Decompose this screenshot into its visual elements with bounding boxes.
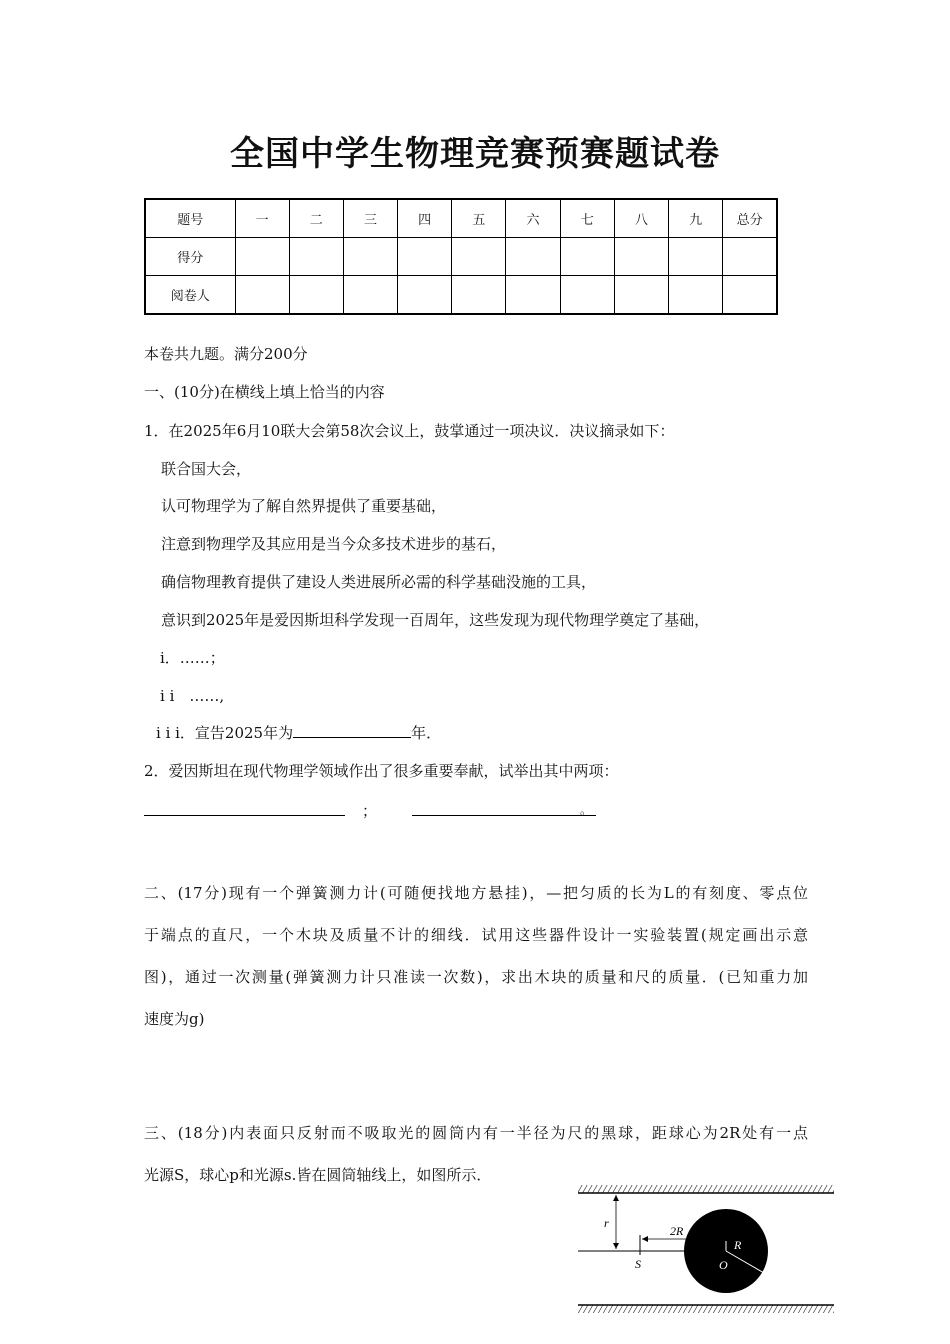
score-cell[interactable] — [289, 238, 343, 276]
score-cell[interactable] — [723, 276, 777, 315]
score-cell[interactable] — [343, 276, 397, 315]
q1-heading: 一、(10分)在横线上填上恰当的内容 — [144, 383, 385, 401]
arrowhead-icon — [642, 1236, 648, 1242]
roman-item-iii-suffix: 年． — [411, 724, 442, 742]
score-header-cell: 九 — [669, 199, 723, 238]
q2-line: 图)，通过一次测量(弹簧测力计只准读一次数)，求出木块的质量和尺的质量．(已知重力加 — [144, 968, 808, 986]
q3-line: 三、(18分)内表面只反射而不吸取光的圆筒内有一半径为尺的黑球，距球心为2R处有一点 — [144, 1124, 808, 1142]
q2-line: 二、(17分)现有一个弹簧测力计(可随便找地方悬挂)，—把匀质的长为L的有刻度、零点位 — [144, 884, 808, 902]
score-table — [144, 198, 778, 315]
resolution-line: 认可物理学为了解自然界提供了重要基础， — [161, 497, 447, 515]
score-header-cell: 六 — [506, 199, 560, 238]
contribution-blank-1[interactable] — [144, 815, 345, 816]
score-header-row — [145, 199, 777, 238]
score-cell[interactable] — [235, 238, 289, 276]
label-o: O — [719, 1258, 728, 1272]
label-2r: 2R — [670, 1224, 684, 1238]
score-header-cell: 二 — [289, 199, 343, 238]
score-cell[interactable] — [614, 276, 668, 315]
year-answer-blank[interactable] — [293, 723, 411, 738]
page-title: 全国中学生物理竞赛预赛题试卷 — [230, 134, 720, 174]
score-header-cell: 八 — [614, 199, 668, 238]
score-cell[interactable] — [669, 238, 723, 276]
roman-item-i: i．……； — [160, 649, 225, 667]
score-header-cell: 题号 — [145, 199, 235, 238]
intro-text: 本卷共九题。满分200分 — [144, 345, 308, 363]
score-cell[interactable] — [235, 276, 289, 315]
resolution-line: 注意到物理学及其应用是当今众多技术进步的基石， — [161, 535, 507, 553]
arrowhead-icon — [613, 1195, 619, 1201]
label-s: S — [635, 1257, 641, 1271]
cylinder-sphere-figure — [578, 1183, 834, 1323]
resolution-line: 意识到2025年是爱因斯坦科学发现一百周年，这些发现为现代物理学奠定了基础， — [161, 611, 710, 629]
blank-separator: ； — [362, 802, 378, 820]
cylinder-top-wall — [578, 1185, 834, 1193]
score-header-cell: 三 — [343, 199, 397, 238]
score-row-grader — [145, 276, 777, 315]
q2-line: 速度为g) — [144, 1010, 205, 1028]
score-cell[interactable] — [560, 276, 614, 315]
label-big-r: R — [734, 1238, 742, 1252]
score-cell[interactable] — [614, 238, 668, 276]
score-cell[interactable] — [398, 238, 452, 276]
roman-item-iii — [156, 722, 441, 743]
q2-line: 于端点的直尺，一个木块及质量不计的细线．试用这些器件设计一实验装置(规定画出示意 — [144, 926, 808, 944]
score-cell[interactable] — [398, 276, 452, 315]
cylinder-bottom-wall — [578, 1305, 834, 1313]
score-cell[interactable] — [560, 238, 614, 276]
resolution-line: 确信物理教育提供了建设人类进展所必需的科学基础没施的工具， — [161, 573, 597, 591]
blank-end-mark: 。 — [580, 803, 593, 817]
score-cell[interactable] — [506, 276, 560, 315]
score-row-label: 得分 — [145, 238, 235, 276]
q3-line: 光源S，球心p和光源s.皆在圆筒轴线上，如图所示． — [144, 1166, 492, 1184]
q1-item1: 1．在2025年6月10联大会第58次会议上，鼓掌通过一项决议．决议摘录如下： — [144, 422, 675, 440]
score-cell[interactable] — [289, 276, 343, 315]
score-cell[interactable] — [669, 276, 723, 315]
score-cell[interactable] — [452, 238, 506, 276]
score-header-cell: 七 — [560, 199, 614, 238]
label-r: r — [604, 1216, 609, 1230]
roman-item-iii-prefix: i i i．宣告2025年为 — [156, 724, 294, 742]
contribution-blank-2[interactable] — [412, 815, 596, 816]
score-header-cell: 五 — [452, 199, 506, 238]
score-cell[interactable] — [343, 238, 397, 276]
score-cell[interactable] — [452, 276, 506, 315]
score-row-defen — [145, 238, 777, 276]
score-cell[interactable] — [723, 238, 777, 276]
score-header-cell: 总分 — [723, 199, 777, 238]
arrowhead-icon — [613, 1243, 619, 1249]
score-row-label: 阅卷人 — [145, 276, 235, 315]
q1-item2: 2．爱因斯坦在现代物理学领域作出了很多重要奉献，试举出其中两项： — [144, 762, 619, 780]
resolution-line: 联合国大会， — [161, 460, 252, 478]
score-header-cell: 四 — [398, 199, 452, 238]
score-cell[interactable] — [506, 238, 560, 276]
score-header-cell: 一 — [235, 199, 289, 238]
roman-item-ii: i i ……, — [160, 687, 225, 705]
q2-paragraph — [144, 872, 808, 1040]
